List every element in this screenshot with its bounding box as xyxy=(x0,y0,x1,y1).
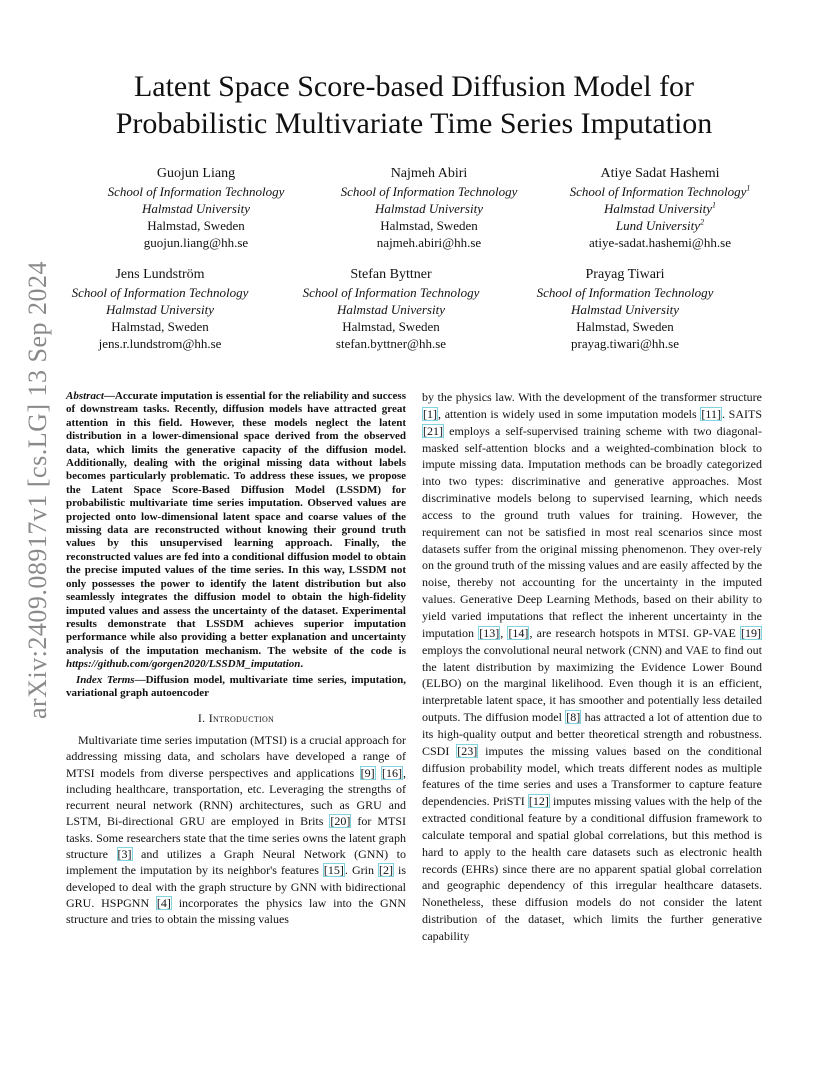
author-school: School of Information Technology xyxy=(71,285,249,300)
author-email: stefan.byttner@hh.se xyxy=(335,336,447,351)
paragraph-text: , xyxy=(500,625,508,640)
citation-link[interactable]: [19] xyxy=(741,625,762,640)
author-block xyxy=(505,266,745,352)
right-column xyxy=(422,389,762,945)
author-block xyxy=(40,266,280,352)
citation-link[interactable]: [16] xyxy=(382,765,403,780)
author-name: Najmeh Abiri xyxy=(390,166,468,181)
section-number: I. xyxy=(197,711,206,726)
citation-link[interactable]: [15] xyxy=(323,863,344,878)
abstract: Abstract—Accurate imputation is essential for the reliability and success of downstream tasks. Recently, diffusion models have attracted great attention in this field. However, these models neglect the latent distribution in a lower-dimensional space derived from the observed data, which limits the generative capacity of the diffusion model. Additionally, dealing with the original missing data without labels becomes particularly problematic. To address these issues, we propose the Latent Space Score-Based Diffusion Model (LSSDM) for probabilistic multivariate time series imputation. Observed values are projected onto low-dimensional latent space and coarse values of the missing data are reconstructed without knowing their ground truth values by this unsupervised learning approach. Finally, the reconstructed values are fed into a conditional diffusion model to obtain the precise imputed values of the time series. In this way, LSSDM not only possesses the power to identify the latent distribution but also seamlessly integrates the diffusion model to obtain the high-fidelity imputed values and assess the uncertainty of the dataset. Experimental results demonstrate that LSSDM achieves superior imputation performance while also providing a better explanation and uncertainty analysis of the imputation mechanism. The website of the code is https://github.com/gorgen2020/LSSDM_imputation. xyxy=(66,390,406,671)
arxiv-id-text: arXiv:2409.08917v1 [cs.LG] 13 Sep 2024 xyxy=(23,260,52,720)
citation-link[interactable]: [1] xyxy=(423,406,437,421)
author-name: Guojun Liang xyxy=(156,166,236,181)
author-name: Atiye Sadat Hashemi xyxy=(600,166,720,181)
author-university: Halmstad University xyxy=(375,201,483,216)
author-block xyxy=(309,165,549,251)
author-university: Halmstad University$^1$ xyxy=(604,200,716,216)
citation-link[interactable]: [13] xyxy=(479,625,500,640)
author-school: School of Information Technology xyxy=(340,184,518,199)
author-school: School of Information Technology xyxy=(536,285,714,300)
paragraph-text: employs a self-supervised training scheme with two diagonal-masked self-attention blocks and a weighted-combination block to impute missing data. Imputation methods can be broadly categorized into two types: discriminative and generative approaches. Most discriminative models belong to supervised learning, which needs access to the ground truth values for training. However, the requirement can not be satisfied in most real scenarios since most datasets suffer from the original missing phenomenon. They over-rely on the ground truth of the missing values and are easily affected by the noise, thereby not accounting for the uncertainty in the imputed values. Generative Deep Learning Methods, based on their ability to yield varied imputations that reflect the inherent uncertainty in the imputation xyxy=(422,423,763,640)
author-university: Halmstad University xyxy=(571,302,679,317)
title-line-1: Latent Space Score-based Diffusion Model for xyxy=(133,70,695,103)
abstract-text: —Accurate imputation is essential for the reliability and success of downstream tasks. Recently, diffusion models have attracted great attention in this field. However, these models neglect the latent distribution in a lower-dimensional space derived from the observed data, which limits the generative capacity of the diffusion model. Additionally, dealing with the original missing data without labels becomes particularly problematic. To address these issues, we propose the Latent Space Score-Based Diffusion Model (LSSDM) for probabilistic multivariate time series imputation. Observed values are projected onto low-dimensional latent space and coarse values of the missing data are reconstructed without knowing their ground truth values by this unsupervised learning approach. Finally, the reconstructed values are fed into a conditional diffusion model to obtain the precise imputed values of the time series. In this way, LSSDM not only possesses the power to identify the latent distribution but also seamlessly integrates the diffusion model to obtain the high-fidelity imputed values and assess the uncertainty of the dataset. Experimental results demonstrate that LSSDM achieves superior imputation performance while also providing a better explanation and uncertainty analysis of the imputation mechanism. The website of the code is xyxy=(66,390,406,657)
author-university: Halmstad University xyxy=(142,201,250,216)
author-university: Halmstad University xyxy=(106,302,214,317)
citation-link[interactable]: [4] xyxy=(156,895,171,910)
paragraph-text: has attracted a lot of attention due to its high-quality output and better theoretical strength and robustness. CSDI xyxy=(422,710,762,758)
paragraph-text: imputes missing values with the help of the extracted conditional feature by a conditional diffusion framework to calculate temporal and spatial global correlations, but this method is hard to apply to the health care datasets such as electronic health records (EHRs) since there are no apparent spatial global correlation and geographic dependency of this irregular healthcare datasets. Nonetheless, these diffusion models do not consider the latent distribution of the dataset, which limits the further generative capability xyxy=(422,794,763,943)
section-title: Introduction xyxy=(208,711,275,726)
author-location: Halmstad, Sweden xyxy=(342,319,440,334)
paragraph-text: employs the convolutional neural network (CNN) and VAE to find out the latent distribution by maximizing the Evidence Lower Bound (ELBO) on the marginal likelihood. Even though it is an efficient, interpretable latent space, it has smoother and potentially less detailed outputs. The diffusion model xyxy=(422,642,762,725)
section-heading xyxy=(66,710,406,727)
intro-paragraph-right xyxy=(422,389,762,945)
author-block xyxy=(540,165,780,251)
author-location: Halmstad, Sweden xyxy=(111,319,209,334)
affiliation-superscript: 1 xyxy=(711,200,716,210)
paragraph-text: , are research hotspots in MTSI. GP-VAE xyxy=(529,625,741,640)
author-name: Prayag Tiwari xyxy=(585,267,665,282)
author-block xyxy=(271,266,511,352)
author-location: Halmstad, Sweden xyxy=(576,319,674,334)
paragraph-text: , attention is widely used in some imputation models xyxy=(438,406,701,421)
index-terms-text: —Diffusion model, multivariate time series, imputation, variational graph autoencoder xyxy=(66,673,406,699)
citation-link[interactable]: [8] xyxy=(566,710,581,725)
author-location: Halmstad, Sweden xyxy=(380,218,478,233)
citation-link[interactable]: [20] xyxy=(330,814,351,829)
abstract-label: Abstract xyxy=(66,390,104,402)
citation-link[interactable]: [3] xyxy=(117,847,132,862)
author-school: School of Information Technology xyxy=(302,285,480,300)
citation-link[interactable]: [9] xyxy=(360,765,375,780)
author-block xyxy=(76,165,316,251)
index-terms xyxy=(66,674,406,701)
author-email: prayag.tiwari@hh.se xyxy=(571,336,679,351)
author-school: School of Information Technology$^1$ xyxy=(569,183,751,199)
author-second-university: Lund University$^2$ xyxy=(615,217,705,233)
title-line-2: Probabilistic Multivariate Time Series Imputation xyxy=(115,107,713,140)
paragraph-text: imputes the missing values based on the conditional diffusion probability model, which treats different nodes as multiple features of the time series and uses a Transformer to capture feature dependencies. PriSTI xyxy=(422,743,762,809)
author-name: Jens Lundström xyxy=(115,267,205,282)
author-email: jens.r.lundstrom@hh.se xyxy=(98,336,222,351)
citation-link[interactable]: [21] xyxy=(423,423,443,438)
author-email: guojun.liang@hh.se xyxy=(143,235,249,250)
citation-link[interactable]: [12] xyxy=(528,794,549,809)
author-name: Stefan Byttner xyxy=(350,267,432,282)
index-terms-label: Index Terms xyxy=(76,673,135,686)
left-column xyxy=(66,390,406,928)
author-school: School of Information Technology xyxy=(107,184,285,199)
paragraph-text: for MTSI tasks. Some researchers state that the time series owns the latent graph structure xyxy=(66,814,407,862)
citation-link[interactable]: [14] xyxy=(508,625,529,640)
author-location: Halmstad, Sweden xyxy=(147,218,245,233)
affiliation-superscript: 1 xyxy=(746,183,751,193)
citation-link[interactable]: [11] xyxy=(701,406,721,421)
affiliation-superscript: 2 xyxy=(700,217,705,227)
paper-title xyxy=(60,68,768,142)
intro-paragraph-left xyxy=(66,732,406,928)
citation-link[interactable]: [2] xyxy=(378,863,393,878)
paragraph-text: incorporates the physics law into the GNN structure and tries to obtain the missing values xyxy=(66,895,406,927)
author-email: atiye-sadat.hashemi@hh.se xyxy=(589,235,731,250)
paragraph-text: , including healthcare, transportation, etc. Leveraging the strengths of recurrent neural network (RNN) architectures, such as GRU and LSTM, Bi-directional GRU are employed in Brits xyxy=(66,765,407,829)
paragraph-text: and utilizes a Graph Neural Network (GNN) to implement the imputation by its neighbor's features xyxy=(66,847,406,878)
paragraph-text: is developed to deal with the graph structure by GNN with bidirectional GRU. HSPGNN xyxy=(66,863,406,910)
code-url-link[interactable]: https://github.com/gorgen2020/LSSDM_imputation xyxy=(66,658,301,671)
author-university: Halmstad University xyxy=(337,302,445,317)
author-email: najmeh.abiri@hh.se xyxy=(376,235,482,250)
paragraph-text: . SAITS xyxy=(721,406,762,421)
paragraph-text: Multivariate time series imputation (MTSI) is a crucial approach for addressing missing data, and scholars have developed a range of MTSI models from diverse perspectives and applications xyxy=(66,732,406,780)
paragraph-text: by the physics law. With the development of the transformer structure xyxy=(422,390,762,404)
paragraph-text: . Grin xyxy=(344,863,378,878)
citation-link[interactable]: [23] xyxy=(457,743,478,758)
